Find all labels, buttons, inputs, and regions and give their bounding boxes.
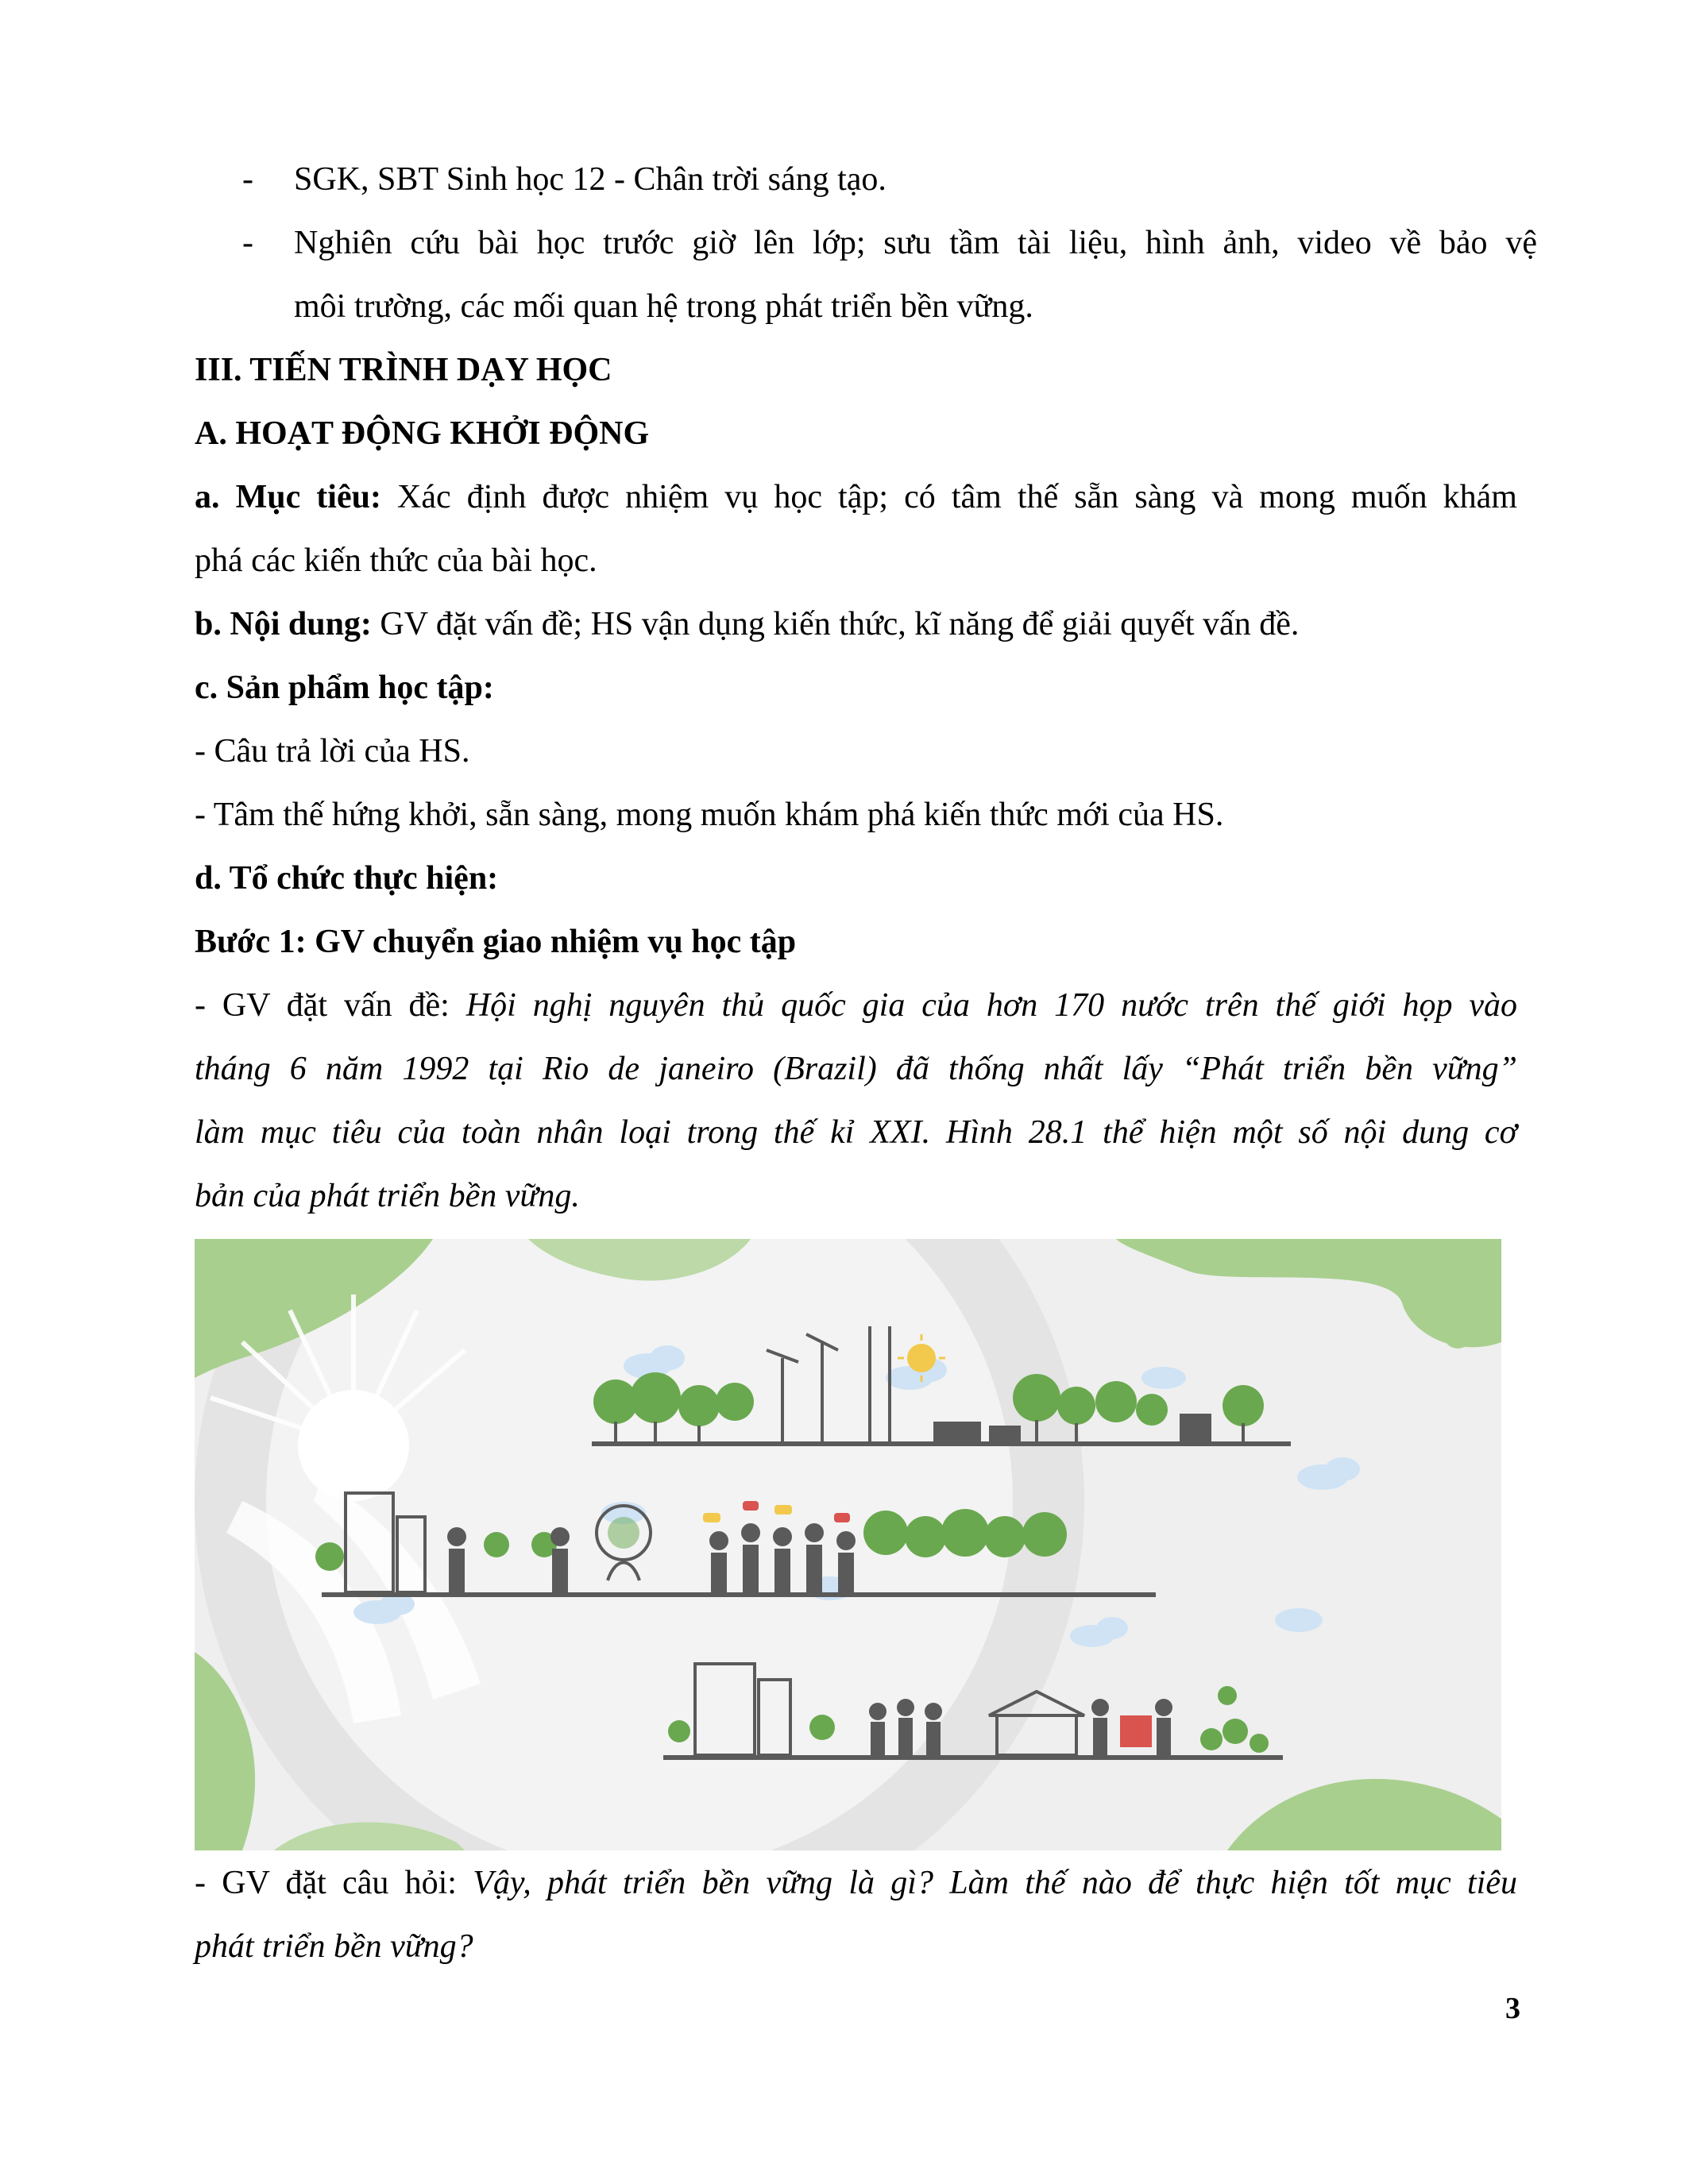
- problem-line1: - GV đặt vấn đề: Hội nghị nguyên thủ quốc gia của hơn 170 nước trên thế giới họp vào: [195, 987, 1518, 1024]
- problem-line3: làm mục tiêu của toàn nhân loại trong thế kỉ XXI. Hình 28.1 thể hiện một số nội dung cơ: [195, 1114, 1517, 1151]
- organize-label: d. Tổ chức thực hiện:: [195, 860, 499, 897]
- list-dash: -: [242, 161, 253, 198]
- goal-paragraph-line2: phá các kiến thức của bài học.: [195, 542, 597, 579]
- list-item-research-line1: Nghiên cứu bài học trước giờ lên lớp; sưu tầm tài liệu, hình ảnh, video về bảo vệ: [294, 225, 1537, 261]
- activity-title: A. HOẠT ĐỘNG KHỞI ĐỘNG: [195, 415, 650, 452]
- question-line2: phát triển bền vững?: [195, 1928, 473, 1965]
- content-paragraph: b. Nội dung: GV đặt vấn đề; HS vận dụng kiến thức, kĩ năng để giải quyết vấn đề.: [195, 606, 1300, 642]
- problem-line2: tháng 6 năm 1992 tại Rio de janeiro (Brazil) đã thống nhất lấy “Phát triển bền vững”: [195, 1051, 1517, 1087]
- product-item: - Tâm thế hứng khởi, sẵn sàng, mong muốn khám phá kiến thức mới của HS.: [195, 797, 1224, 833]
- problem-line4: bản của phát triển bền vững.: [195, 1178, 580, 1214]
- product-item: - Câu trả lời của HS.: [195, 733, 470, 770]
- goal-paragraph-line1: a. Mục tiêu: Xác định được nhiệm vụ học tập; có tâm thế sẵn sàng và mong muốn khám: [195, 479, 1517, 515]
- list-item-textbook: SGK, SBT Sinh học 12 - Chân trời sáng tạo.: [294, 161, 886, 198]
- list-item-research-line2: môi trường, các mối quan hệ trong phát triển bền vững.: [294, 288, 1033, 325]
- content-label: b. Nội dung:: [195, 606, 372, 642]
- goal-label: a. Mục tiêu:: [195, 479, 381, 515]
- section-title: III. TIẾN TRÌNH DẠY HỌC: [195, 352, 612, 388]
- question-line1: - GV đặt câu hỏi: Vậy, phát triển bền vững là gì? Làm thế nào để thực hiện tốt mục tiêu: [195, 1865, 1517, 1901]
- sustainable-development-illustration: [195, 1239, 1501, 1850]
- step1-label: Bước 1: GV chuyển giao nhiệm vụ học tập: [195, 924, 797, 960]
- product-label: c. Sản phẩm học tập:: [195, 669, 494, 706]
- list-dash: -: [242, 225, 253, 261]
- page-number: 3: [1505, 1992, 1520, 2025]
